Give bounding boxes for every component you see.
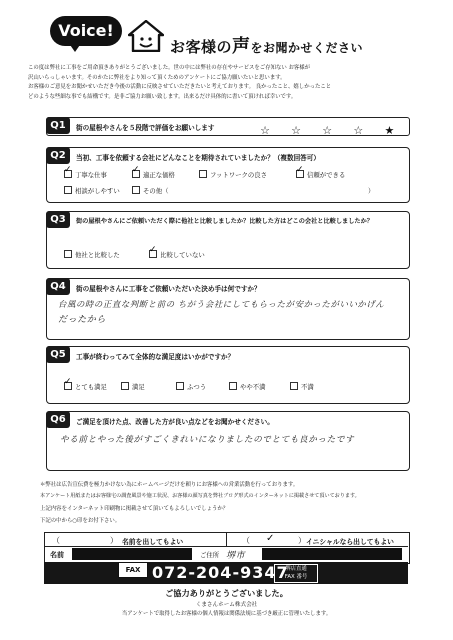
form-divider xyxy=(44,546,408,547)
company-name: くまさんホーム株式会社 xyxy=(195,602,258,608)
q5-badge: Q5 xyxy=(46,346,70,363)
checkbox[interactable] xyxy=(176,382,184,390)
house-icon xyxy=(128,20,164,52)
option-label: とても満足 xyxy=(75,383,107,391)
star-icon[interactable]: ★ xyxy=(384,124,395,137)
option-label: 比較していない xyxy=(160,251,205,259)
q2-option[interactable] xyxy=(199,170,267,179)
checkbox[interactable] xyxy=(199,170,207,178)
option-label: 適正な価格 xyxy=(143,171,175,179)
q4-question: 街の屋根やさんに工事をご依頼いただいた決め手は何ですか？ xyxy=(76,285,261,293)
initial-paren-close: ） xyxy=(298,536,306,545)
bubble-tail xyxy=(68,42,82,52)
address-value[interactable]: 堺市 xyxy=(226,551,246,561)
star-icon[interactable]: ☆ xyxy=(353,124,364,137)
privacy-note: 当アンケートで取得したお客様の個人情報は関係法規に基づき厳正に管理いたします。 xyxy=(121,611,332,617)
option-label: やや不満 xyxy=(240,383,266,391)
checkbox[interactable] xyxy=(132,170,140,178)
q2-option[interactable] xyxy=(296,170,345,179)
checkbox[interactable] xyxy=(121,382,129,390)
option-label: ふつう xyxy=(187,383,207,391)
initial-consent-option[interactable]: イニシャルなら出してもよい xyxy=(306,538,394,546)
q4-answer-line1[interactable]: 台風の時の正直な判断と前の ちがう会社にしてもらったが安かったがいいかげん xyxy=(58,299,385,309)
note-line: 下記の中から○印をお付下さい。 xyxy=(40,518,121,524)
intro-line: お客様のご意見をお聞かせいただき今後の活動に反映させていただきたいと考えております。 良かったこと、嬉しかったこと xyxy=(28,84,332,91)
redacted-address xyxy=(262,548,402,560)
option-label: 信頼ができる xyxy=(307,171,346,179)
q3-question: 街の屋根やさんにご依頼いただく際に他社と比較しましたか？比較した方はどこの会社と比較しましたか？ xyxy=(76,218,373,225)
checkbox[interactable] xyxy=(149,250,157,258)
option-label: 丁寧な仕事 xyxy=(75,171,107,179)
initial-check-mark[interactable]: ✓ xyxy=(266,533,275,544)
intro-line: 沢山いらっしゃいます。そのかたに弊社をより知って頂くためのアンケートにご協力願いたいと思います。 xyxy=(28,74,286,81)
checkbox[interactable] xyxy=(132,186,140,194)
q5-option[interactable] xyxy=(176,382,206,391)
title-suffix: をお聞かせください xyxy=(250,41,364,55)
checkbox[interactable] xyxy=(64,186,72,194)
q6-answer[interactable]: やる前とやった後がすごくきれいになりましたのでとても良かったです xyxy=(60,435,355,445)
fax-label: FAX xyxy=(118,562,148,578)
option-label: フットワークの良さ xyxy=(210,171,268,179)
star-icon[interactable]: ☆ xyxy=(322,124,333,137)
q4-answer-line2[interactable]: だったから xyxy=(58,315,107,325)
q2-option[interactable] xyxy=(132,186,169,195)
checkbox[interactable] xyxy=(64,250,72,258)
fax-tag-bottom: FAX 番号 xyxy=(284,574,308,580)
fax-tag xyxy=(274,564,318,583)
q5-option[interactable] xyxy=(64,382,107,391)
intro-text xyxy=(28,64,428,102)
note-line: ＊弊社は広告宣伝費を極力かけない為にホームページだけを頼りにお客様への営業活動を行っております。 xyxy=(40,482,299,488)
q6-badge: Q6 xyxy=(46,411,70,428)
q1-question: 街の屋根やさんを５段階で評価をお願いします xyxy=(76,124,215,132)
checkbox[interactable] xyxy=(64,382,72,390)
q5-option[interactable] xyxy=(121,382,145,391)
option-label: 不満 xyxy=(301,383,314,391)
q1-badge: Q1 xyxy=(46,117,70,134)
name-consent-option[interactable]: 名前を出してもよい xyxy=(122,538,184,546)
redacted-name xyxy=(72,548,192,560)
checkbox[interactable] xyxy=(290,382,298,390)
name-label: 名前 xyxy=(50,551,64,559)
initial-paren-open: （ xyxy=(242,536,250,545)
intro-line: どのような些細な事でも結構です。是非ご協力お願い致します。出来るだけ具体的に書いて頂ければ幸いです。 xyxy=(28,93,297,100)
star-icon[interactable]: ☆ xyxy=(291,124,302,137)
q5-question: 工事が終わってみて全体的な満足度はいかがですか？ xyxy=(76,353,235,361)
option-label: 相談がしやすい xyxy=(75,187,120,195)
form-divider-v xyxy=(226,532,227,546)
note-line: 本アンケート用紙またはお客様宅の調査風景や施工状況、お客様の顔写真を弊社ブログ形式のインターネットに掲載させて頂いております。 xyxy=(40,493,360,499)
title-prefix: お客様の xyxy=(170,38,233,56)
note-line: 上記内容をインターネット印刷物に掲載させて頂いてもよろしいでしょうか？ xyxy=(40,506,229,512)
q2-question: 当初、工事を依頼する会社にどんなことを期待されていましたか？（複数回答可） xyxy=(76,154,320,162)
q2-close-paren: ） xyxy=(368,187,375,195)
q5-option[interactable] xyxy=(290,382,314,391)
q3-badge: Q3 xyxy=(46,211,70,228)
q1-stars[interactable] xyxy=(256,119,398,138)
q6-question: ご満足を頂けた点、改善した方が良い点などをお聞かせください。 xyxy=(76,418,274,426)
q3-option[interactable] xyxy=(149,250,205,259)
address-label: ご住所 xyxy=(200,551,220,559)
q2-option[interactable] xyxy=(64,170,107,179)
q2-badge: Q2 xyxy=(46,147,70,164)
thanks-text: ご協力ありがとうございました。 xyxy=(165,588,288,598)
option-label: 満足 xyxy=(132,383,145,391)
q3-option[interactable] xyxy=(64,250,120,259)
checkbox[interactable] xyxy=(229,382,237,390)
name-paren-open: （ xyxy=(52,536,60,545)
q4-badge: Q4 xyxy=(46,278,70,295)
q2-option[interactable] xyxy=(64,186,120,195)
intro-line: この度は弊社に工事をご用命頂きありがとうございました。世の中には弊社の存在やサービスをご存知ない お客様が xyxy=(28,65,311,71)
star-icon[interactable]: ☆ xyxy=(260,124,270,137)
fax-tag-top: 堺店直通 xyxy=(285,566,307,572)
option-label: 他社と比較した xyxy=(75,251,120,259)
option-label: その他（ xyxy=(143,187,169,195)
title-big: 声 xyxy=(232,36,251,57)
name-paren-close: ） xyxy=(110,536,118,545)
q2-option[interactable] xyxy=(132,170,175,179)
checkbox[interactable] xyxy=(296,170,304,178)
checkbox[interactable] xyxy=(64,170,72,178)
page-title xyxy=(170,32,363,58)
fax-number[interactable]: 072-204-9347 xyxy=(152,563,289,582)
q5-option[interactable] xyxy=(229,382,266,391)
voice-bubble: Voice! xyxy=(50,16,122,46)
